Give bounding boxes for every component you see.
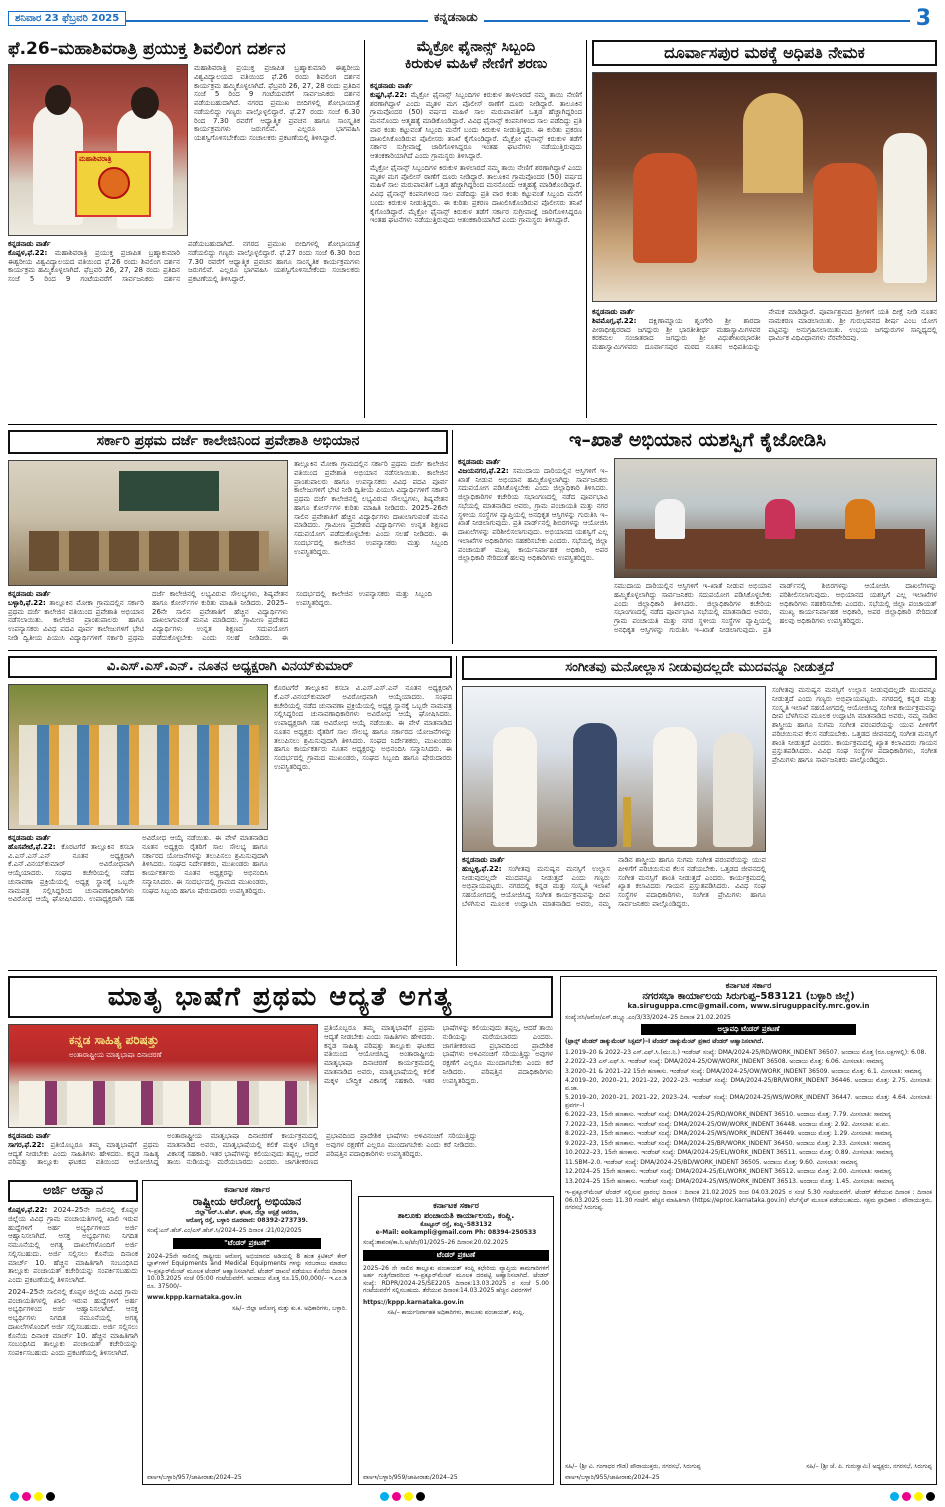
ad-title: ರಾಷ್ಟ್ರೀಯ ಆರೋಗ್ಯ ಅಭಿಯಾನ — [192, 1195, 302, 1208]
ad-nhm-tender — [142, 1180, 352, 1485]
reg-cyan — [380, 1492, 389, 1501]
byline: ಕನ್ನಡನಾಡು ವಾರ್ತೆ — [8, 240, 51, 248]
headline: ಫೆ.26–ಮಹಾಶಿವರಾತ್ರಿ ಪ್ರಯುಕ್ತ ಶಿವಲಿಂಗ ದರ್ಶನ — [8, 39, 286, 59]
registration-marks — [0, 1492, 945, 1504]
blackboard — [119, 471, 219, 511]
shrine-arch — [743, 93, 803, 193]
byline: ಕನ್ನಡನಾಡು ವಾರ್ತೆ — [458, 458, 501, 466]
column-rule — [456, 656, 457, 966]
story-matha — [592, 40, 937, 418]
ad-pill: ಟೆಂಡರ್ ಪ್ರಕಟಣೆ — [363, 1250, 549, 1261]
byline: ಕನ್ನಡನಾಡು ವಾರ್ತೆ — [8, 590, 51, 598]
reg-yellow — [34, 1492, 43, 1501]
ad-body: 2025–26 ನೇ ಸಾಲಿನ ತಾಲ್ಲೂಕು ಪಂಚಾಯತ್ ಕಂಪ್ಲಿ ಕಛೇರಿಯ ವ್ಯಾಪ್ತಿಯ ಕಾಮಗಾರಿಗಳಿಗೆ ಅರ್ಹ ಗುತ್ತಿಗೆದಾರರಿಂದ ಇ–ಪ್ರಕ್ಯೂರ್‌ಮೆಂಟ್ ಮೂಲಕ ದರಪಟ್ಟಿ ಆಹ್ವಾನಿಸಲಾಗಿದೆ. ಟೆಂಡರ್ ಸಂಖ್ಯೆ: RDPR/2024-25/SE2205 ದಿನಾಂಕ:13.03.2025 ರ ಸಂಜೆ 5.00 ಗಂಟೆಯವರೆಗೆ ಸಲ್ಲಿಸಬಹುದು. ತೆರೆಯುವ ದಿನಾಂಕ:14.03.2025 ಹೆಚ್ಚಿನ ವಿವರಗಳಿಗೆ — [363, 1264, 549, 1294]
headline: ಅರ್ಜಿ ಆಹ್ವಾನ — [42, 1183, 104, 1198]
body-text-continued: ಮಹಾಶಿವರಾತ್ರಿ ಪ್ರಯುಕ್ತ ಪ್ರಜಾಪಿತ ಬ್ರಹ್ಮಾಕುಮಾರಿ ಈಶ್ವರೀಯ ವಿಶ್ವವಿದ್ಯಾಲಯದ ವತಿಯಿಂದ ಫೆ.26 ರಂದು ಶಿವಲಿಂಗ ದರ್ಶನ ಕಾರ್ಯಕ್ರಮ ಹಮ್ಮಿಕೊಳ್ಳಲಾಗಿದೆ. ಫೆಬ್ರವರಿ 26, 27, 28 ರಂದು ಪ್ರತಿದಿನ ಸಂಜೆ 5 ರಿಂದ 9 ಗಂಟೆಯವರೆಗೆ ಸಾರ್ವಜನಿಕರು ದರ್ಶನ ಪಡೆಯಬಹುದಾಗಿದೆ. ನಗರದ ಪ್ರಮುಖ ಬೀದಿಗಳಲ್ಲಿ ಶೋಭಾಯಾತ್ರೆ ನಡೆಯಲಿದ್ದು ಗಣ್ಯರು ಪಾಲ್ಗೊಳ್ಳಲಿದ್ದಾರೆ. ಫೆ.27 ರಂದು ಸಂಜೆ 6.30 ರಿಂದ 7.30 ರವರೆಗೆ ಆಧ್ಯಾತ್ಮಿಕ ಪ್ರವಚನ ಹಾಗೂ ಸಾಂಸ್ಕೃತಿಕ ಕಾರ್ಯಕ್ರಮಗಳು ಜರುಗಲಿವೆ. ಎಲ್ಲರೂ ಭಾಗವಹಿಸಿ ಯಶಸ್ವಿಗೊಳಿಸಬೇಕೆಂದು ಸಂಚಾಲಕರು ಪ್ರಕಟಣೆಯಲ್ಲಿ ತಿಳಿಸಿದ್ದಾರೆ. — [8, 240, 360, 283]
notice-body — [8, 1206, 138, 1485]
dateline: ವಿಜಯನಗರ,ಫೆ.22: — [458, 466, 509, 475]
ad-title: ನಗರಸಭಾ ಕಾರ್ಯಾಲಯ ಸಿರುಗುಪ್ಪ–583121 (ಬಳ್ಳಾರಿ ಜಿಲ್ಲೆ) — [642, 991, 855, 1002]
headline-box — [8, 1180, 138, 1202]
ad-cmc-siruguppa — [560, 976, 937, 1485]
crowd — [19, 725, 259, 825]
dateline: ಕೊಪ್ಪಳ,ಫೆ.22: — [8, 248, 48, 257]
body-text-continued: ಸಮುದಾಯ ದಾರಿಯಲ್ಲಿನ ಆಸ್ತಿಗಳಿಗೆ ಇ–ಖಾತೆ ನೀಡುವ ಅಭಿಯಾನ ಹಮ್ಮಿಕೊಳ್ಳಲಾಗಿದ್ದು ಸಾರ್ವಜನಿಕರು ಸದುಪಯೋಗ ಪಡಿಸಿಕೊಳ್ಳಬೇಕು ಎಂದು ಜಿಲ್ಲಾಧಿಕಾರಿ ತಿಳಿಸಿದರು. ಜಿಲ್ಲಾಧಿಕಾರಿಗಳ ಕಚೇರಿಯ ಸಭಾಂಗಣದಲ್ಲಿ ನಡೆದ ಪೂರ್ವಭಾವಿ ಸಭೆಯಲ್ಲಿ ಮಾತನಾಡಿದ ಅವರು, ಗ್ರಾಮ ಪಂಚಾಯತಿ ಮತ್ತು ನಗರ ಸ್ಥಳೀಯ ಸಂಸ್ಥೆಗಳ ವ್ಯಾಪ್ತಿಯಲ್ಲಿ ಅನಧಿಕೃತ ಆಸ್ತಿಗಳನ್ನು ಗುರುತಿಸಿ ಇ–ಖಾತೆ ನೀಡಲಾಗುವುದು. ಪ್ರತಿ ವಾರ್ಡ್‌ನಲ್ಲಿ ಶಿಬಿರಗಳನ್ನು ಆಯೋಜಿಸಿ ದಾಖಲೆಗಳನ್ನು ಪರಿಶೀಲಿಸಲಾಗುವುದು. ಅಭಿಯಾನದ ಯಶಸ್ವಿಗೆ ಎಲ್ಲ ಇಲಾಖೆಗಳ ಅಧಿಕಾರಿಗಳು ಸಹಕರಿಸಬೇಕು ಎಂದರು. ಸಭೆಯಲ್ಲಿ ಜಿಲ್ಲಾ ಪಂಚಾಯತ್ ಮುಖ್ಯ ಕಾರ್ಯನಿರ್ವಾಹಕ ಅಧಿಕಾರಿ, ಅಪರ ಜಿಲ್ಲಾಧಿಕಾರಿ ಸೇರಿದಂತೆ ಹಲವು ಅಧಿಕಾರಿಗಳು ಉಪಸ್ಥಿತರಿದ್ದರು. — [614, 582, 937, 634]
body-text-continued: ಸಂಗೀತವು ಮನುಷ್ಯನ ಮನಸ್ಸಿಗೆ ಉಲ್ಲಾಸ ನೀಡುವುದಲ್ಲದೇ ಮುದವನ್ನೂ ನೀಡುತ್ತದೆ ಎಂದು ಗಣ್ಯರು ಅಭಿಪ್ರಾಯಪಟ್ಟರು. ನಗರದಲ್ಲಿ ಕನ್ನಡ ಮತ್ತು ಸಂಸ್ಕೃತಿ ಇಲಾಖೆ ಸಹಯೋಗದಲ್ಲಿ ಆಯೋಜಿಸಿದ್ದ ಸಂಗೀತ ಕಾರ್ಯಕ್ರಮವನ್ನು ದೀಪ ಬೆಳಗಿಸುವ ಮೂಲಕ ಉದ್ಘಾಟಿಸಿ ಮಾತನಾಡಿದ ಅವರು, ನಮ್ಮ ನಾಡಿನ ಶಾಸ್ತ್ರೀಯ ಹಾಗೂ ಸುಗಮ ಸಂಗೀತ ಪರಂಪರೆಯನ್ನು ಯುವ ಪೀಳಿಗೆಗೆ ಪರಿಚಯಿಸುವ ಕೆಲಸ ನಡೆಯಬೇಕು. ಒತ್ತಡದ ಜೀವನದಲ್ಲಿ ಸಂಗೀತ ಮನಸ್ಸಿಗೆ ಶಾಂತಿ ನೀಡುತ್ತದೆ ಎಂದರು. ಕಾರ್ಯಕ್ರಮದಲ್ಲಿ ಖ್ಯಾತ ಕಲಾವಿದರು ಗಾಯನ ಪ್ರಸ್ತುತಪಡಿಸಿದರು. ವಿವಿಧ ಸಂಘ ಸಂಸ್ಥೆಗಳ ಪದಾಧಿಕಾರಿಗಳು, ಸಂಗೀತ ಪ್ರೇಮಿಗಳು ಹಾಗೂ ಸಾರ್ವಜನಿಕರು ಪಾಲ್ಗೊಂಡಿದ್ದರು. — [462, 856, 766, 908]
dateline: ಕೊಪ್ಪಳ,ಫೆ.22: — [8, 1206, 48, 1214]
headline: ವಿ.ಎಸ್.ಎಸ್.ಎನ್. ನೂತನ ಅಧ್ಯಕ್ಷರಾಗಿ ವಿನಯ್‌ಕುಮಾರ್ — [106, 659, 354, 674]
guest-3 — [653, 727, 697, 847]
swami-left — [633, 153, 697, 263]
photo-shivaratri — [8, 64, 188, 236]
byline: ಕನ್ನಡನಾಡು ವಾರ್ತೆ — [462, 856, 505, 864]
tender-item: 2.2022–23 ಎಸ್.ಎಫ್.ಸಿ. ಇಂಡೆಂಟ್ ಸಂಖ್ಯೆ: DMA/2024-25/OW/WORK_INDENT 36508. ಅಂದಾಜು ಮೊತ್ತ: 6.06. ಮೀಸಲಾತಿ: ಸಾಮಾನ್ಯ — [565, 1058, 884, 1066]
ad-pill: ಅಲ್ಪಾವಧಿ ಟೆಂಡರ್ ಪ್ರಕಟಣೆ — [641, 1024, 856, 1035]
ad-web: https://kppp.karnataka.gov.in — [363, 1298, 464, 1306]
ad-sign: ಸಹಿ/– ಕಾರ್ಯನಿರ್ವಾಹಕ ಅಧಿಕಾರಿಗಳು, ತಾಲೂಕು ಪಂಚಾಯತ್, ಕಂಪ್ಲಿ. — [387, 1309, 525, 1316]
ad-address: ಆರೋಗ್ಯ ರಸ್ತೆ, ಬಳ್ಳಾರಿ ದೂರವಾಣಿ: 08392-273739. — [186, 1216, 308, 1224]
dateline: ಹೊಸಪೇಟೆ,ಫೆ.22: — [8, 842, 56, 851]
dateline: ಶಿವಮೊಗ್ಗ,ಫೆ.22: — [592, 316, 637, 325]
tender-item: 10.2022–23, 15ನೇ ಹಣಕಾಸು. ಇಂಡೆಂಟ್ ಸಂಖ್ಯೆ: DMA/2024-25/EL/WORK_INDENT 36511. ಅಂದಾಜು ಮೊತ್ತ: 0.89. ಮೀಸಲಾತಿ: ಸಾಮಾನ್ಯ — [565, 1149, 894, 1157]
story-microfinance — [370, 40, 582, 418]
story-column-bottom — [462, 856, 766, 966]
poster-medallion — [98, 167, 130, 199]
ad-code: ವಾಅಇ/ಬಳ್ಳಾರಿ/957/ಜಾಹೀರಾತು/2024–25 — [147, 1473, 242, 1481]
byline: ಕನ್ನಡನಾಡು ವಾರ್ತೆ — [8, 1132, 51, 1140]
headline-line2: ಕಿರುಕುಳ ಮಹಿಳೆ ನೇಣಿಗೆ ಶರಣು — [404, 56, 548, 73]
story-body — [592, 308, 937, 418]
body-text: ಪ್ರತಿಯೊಬ್ಬರೂ ತಮ್ಮ ಮಾತೃಭಾಷೆಗೆ ಪ್ರಥಮ ಆದ್ಯತೆ ನೀಡಬೇಕು ಎಂದು ಸಾಹಿತಿಗಳು ಹೇಳಿದರು. ಕನ್ನಡ ಸಾಹಿತ್ಯ ಪರಿಷತ್ತು ತಾಲ್ಲೂಕು ಘಟಕದ ವತಿಯಿಂದ ಆಯೋಜಿಸಿದ್ದ ಅಂತಾರಾಷ್ಟ್ರೀಯ ಮಾತೃಭಾಷಾ ದಿನಾಚರಣೆ ಕಾರ್ಯಕ್ರಮದಲ್ಲಿ ಮಾತನಾಡಿದ ಅವರು, ಮಾತೃಭಾಷೆಯಲ್ಲಿ ಕಲಿಕೆ ಮಕ್ಕಳ ಬೌದ್ಧಿಕ ವಿಕಾಸಕ್ಕೆ ಸಹಕಾರಿ. ಇತರ ಭಾಷೆಗಳನ್ನು ಕಲಿಯುವುದು ತಪ್ಪಲ್ಲ, ಆದರೆ ತಾಯಿ ನುಡಿಯನ್ನು ಮರೆಯಬಾರದು ಎಂದರು. ಜಾಗತೀಕರಣದ ಪ್ರಭಾವದಿಂದ ಪ್ರಾದೇಶಿಕ ಭಾಷೆಗಳು ಅಳಿವಿನಂಚಿಗೆ ಸರಿಯುತ್ತಿದ್ದು ಅವುಗಳ ರಕ್ಷಣೆಗೆ ಎಲ್ಲರೂ ಮುಂದಾಗಬೇಕು ಎಂದು ಕರೆ ನೀಡಿದರು. ಪರಿಷತ್ತಿನ ಪದಾಧಿಕಾರಿಗಳು ಉಪಸ್ಥಿತರಿದ್ದರು. — [324, 1024, 553, 1085]
photo-felicitation — [8, 684, 268, 830]
reg-magenta — [902, 1492, 911, 1501]
story-column-right — [772, 686, 937, 966]
row-rule — [8, 970, 937, 971]
ad-title: ತಾಲೂಕು ಪಂಚಾಯತಿ ಕಾರ್ಯಾಲಯ, ಕಂಪ್ಲಿ. — [397, 1211, 515, 1220]
poster-text: ಮಹಾಶಿವರಾತ್ರಿ — [79, 155, 112, 163]
guest-4 — [713, 733, 753, 847]
story-mother-tongue — [8, 976, 553, 1170]
tender-item: 1.2019–20 & 2022–23 ಎಸ್.ಎಫ್.ಸಿ.(ಮು.ನಿ.) ಇಂಡೆಂಟ್ ಸಂಖ್ಯೆ: DMA/2024-25/RD/WORK_INDENT 36507. ಅಂದಾಜು ಮೊತ್ತ (ರೂ.ಲಕ್ಷಗಳಲ್ಲಿ): 6.08. — [565, 1048, 927, 1056]
guest-1 — [493, 727, 537, 847]
masthead-date: ಶನಿವಾರ 23 ಫೆಬ್ರವರಿ 2025 — [8, 11, 126, 26]
headline: ದೂರ್ವಾಸಪುರ ಮಠಕ್ಕೆ ಅಧಿಪತಿ ನೇಮಕ — [664, 43, 865, 62]
ad-sign-right: ಸಹಿ/– (ಶ್ರೀ ಜೆ. ಪಿ. ಗುರುಸ್ವಾಮಿ) ಅಧ್ಯಕ್ಷರು, ನಗರಸಭೆ, ಸಿರುಗುಪ್ಪ — [806, 1462, 932, 1470]
ad-ref: ಸಂಖ್ಯೆ:ಎನ್.ಹೆಚ್.ಎಂ/ಎಸ್.ಹೆಚ್.ಸಿ/2024–25 ದಿನಾಂಕ :21/02/2025 — [147, 1227, 302, 1234]
story-music — [462, 656, 937, 966]
ad-address: ಕೊಟ್ಟೂರ್ ರಸ್ತೆ, ಕಂಪ್ಲಿ–583132 — [420, 1221, 492, 1228]
ad-code: ವಾಅಇ/ಬಳ್ಳಾರಿ/955/ಜಾಹೀರಾತು/2024–25 — [565, 1473, 660, 1481]
body-text-continued: ಮೈಕ್ರೋ ಫೈನಾನ್ಸ್ ಸಿಬ್ಬಂದಿಗಳ ಕಿರುಕುಳ ತಾಳಲಾರದೆ ನಮ್ಮ ತಾಯಿ ನೇಣಿಗೆ ಶರಣಾಗಿದ್ದಾಳೆ ಎಂದು ಮೃತಳ ಮಗ ಪೊಲೀಸ್ ಠಾಣೆಗೆ ದೂರು ನೀಡಿದ್ದಾರೆ. ತಾಲೂಕಿನ ಗ್ರಾಮವೊಂದರ (50) ವರ್ಷದ ಮಹಿಳೆ ಸಾಲ ಮರುಪಾವತಿಗೆ ಒತ್ತಡ ಹೆಚ್ಚಾಗಿದ್ದರಿಂದ ಮನನೊಂದು ಆತ್ಮಹತ್ಯೆ ಮಾಡಿಕೊಂಡಿದ್ದಾರೆ. ವಿವಿಧ ಫೈನಾನ್ಸ್ ಕಂಪನಿಗಳಿಂದ ಸಾಲ ಪಡೆದಿದ್ದು ಪ್ರತಿ ವಾರ ಕಂತು ಕಟ್ಟುವಂತೆ ಸಿಬ್ಬಂದಿ ಮನೆಗೆ ಬಂದು ಕಿರುಕುಳ ನೀಡುತ್ತಿದ್ದರು. ಈ ಕುರಿತು ಪ್ರಕರಣ ದಾಖಲಿಸಿಕೊಂಡಿರುವ ಪೊಲೀಸರು ತನಿಖೆ ಕೈಗೊಂಡಿದ್ದಾರೆ. ಮೈಕ್ರೋ ಫೈನಾನ್ಸ್ ಕಿರುಕುಳ ತಡೆಗೆ ಸರ್ಕಾರ ಸುಗ್ರೀವಾಜ್ಞೆ ಜಾರಿಗೊಳಿಸಿದ್ದರೂ ಇಂತಹ ಘಟನೆಗಳು ನಡೆಯುತ್ತಿರುವುದು ಆತಂಕಕಾರಿಯಾಗಿದೆ ಎಂದು ಗ್ರಾಮಸ್ಥರು ತಿಳಿಸಿದ್ದಾರೆ. — [370, 163, 582, 225]
dateline: ಬಳ್ಳಾರಿ,ಫೆ.22: — [8, 598, 46, 607]
column-rule — [452, 430, 453, 644]
ad-ref: ಸಂಖ್ಯೆ:ತಾಪಂಕ/ಕಾ.ನಿ.ಅ/ಟೆಂ/01/2025–26 ದಿನಾಂಕ:20.02.2025 — [363, 1239, 509, 1246]
row-rule — [8, 650, 937, 651]
banner-subtitle: ಅಂತಾರಾಷ್ಟ್ರೀಯ ಮಾತೃಭಾಷಾ ದಿನಾಚರಣೆ — [69, 1051, 162, 1059]
headline: ಮಾತೃ ಭಾಷೆಗೆ ಪ್ರಥಮ ಆದ್ಯತೆ ಅಗತ್ಯ — [107, 982, 454, 1012]
ad-contact: ka.siruguppa.cmc@gmail.com, www.siruguppacity.mrc.gov.in — [627, 1002, 870, 1010]
tender-item: 4.2019–20, 2020–21, 2021–22, 2022–23. ಇಂಡೆಂಟ್ ಸಂಖ್ಯೆ: DMA/2024-25/BR/WORK_INDENT 36446. ಅಂದಾಜು ಮೊತ್ತ: 2.75. ಮೀಸಲಾತಿ: ಪ.ಜಾ. — [565, 1077, 932, 1092]
byline: ಕನ್ನಡನಾಡು ವಾರ್ತೆ — [370, 82, 413, 90]
story-shivaratri — [8, 40, 360, 418]
ad-pill: "ಟೆಂಡರ್ ಪ್ರಕಟಣೆ" — [173, 1238, 321, 1249]
ad-code: ವಾಅಇ/ಬಳ್ಳಾರಿ/959/ಜಾಹೀರಾತು/2024–25 — [363, 1473, 458, 1481]
ad-body: 2024–25ನೇ ಸಾಲಿನಲ್ಲಿ ರಾಷ್ಟ್ರೀಯ ಆರೋಗ್ಯ ಅಭಿಯಾನದ ಅಡಿಯಲ್ಲಿ 8 ಹಂತ ಕ್ರಿಟಿಕಲ್ ಕೇರ್ ಬ್ಲಾಕ್‌ಗಳಿಗೆ Equipments and Medical Equipments ಗಳನ್ನು ಸರಬರಾಜು ಮಾಡಲು ಇ–ಪ್ರಕ್ಯೂರ್‌ಮೆಂಟ್ ಮೂಲಕ ಟೆಂಡರ್ ಆಹ್ವಾನಿಸಲಾಗಿದೆ. ಟೆಂಡರ್ ದಾಖಲೆ ಪಡೆಯಲು ಕೊನೆಯ ದಿನಾಂಕ 10.03.2025 ಸಂಜೆ 05:00 ಗಂಟೆಯವರೆಗೆ. ಅಂದಾಜು ಮೊತ್ತ ರೂ.15,00,000/– ಇ.ಎಂ.ಡಿ ರೂ. 37500/– — [147, 1252, 347, 1290]
ad-subtitle: ಜಿಲ್ಲಾ ಆರ್.ಸಿ.ಹೆಚ್. ಘಟಕ, ಜಿಲ್ಲಾ ಆಸ್ಪತ್ರೆ ಆವರಣ, — [195, 1209, 299, 1216]
ad-gov: ಕರ್ನಾಟಕ ಸರ್ಕಾರ — [224, 1185, 270, 1194]
byline: ಕನ್ನಡನಾಡು ವಾರ್ತೆ — [592, 308, 635, 316]
reg-yellow — [914, 1492, 923, 1501]
story-body — [370, 82, 582, 418]
body-text-continued: ಪ್ರತಿಯೊಬ್ಬರೂ ತಮ್ಮ ಮಾತೃಭಾಷೆಗೆ ಪ್ರಥಮ ಆದ್ಯತೆ ನೀಡಬೇಕು ಎಂದು ಸಾಹಿತಿಗಳು ಹೇಳಿದರು. ಕನ್ನಡ ಸಾಹಿತ್ಯ ಪರಿಷತ್ತು ತಾಲ್ಲೂಕು ಘಟಕದ ವತಿಯಿಂದ ಆಯೋಜಿಸಿದ್ದ ಅಂತಾರಾಷ್ಟ್ರೀಯ ಮಾತೃಭಾಷಾ ದಿನಾಚರಣೆ ಕಾರ್ಯಕ್ರಮದಲ್ಲಿ ಮಾತನಾಡಿದ ಅವರು, ಮಾತೃಭಾಷೆಯಲ್ಲಿ ಕಲಿಕೆ ಮಕ್ಕಳ ಬೌದ್ಧಿಕ ವಿಕಾಸಕ್ಕೆ ಸಹಕಾರಿ. ಇತರ ಭಾಷೆಗಳನ್ನು ಕಲಿಯುವುದು ತಪ್ಪಲ್ಲ, ಆದರೆ ತಾಯಿ ನುಡಿಯನ್ನು ಮರೆಯಬಾರದು ಎಂದರು. ಜಾಗತೀಕರಣದ ಪ್ರಭಾವದಿಂದ ಪ್ರಾದೇಶಿಕ ಭಾಷೆಗಳು ಅಳಿವಿನಂಚಿಗೆ ಸರಿಯುತ್ತಿದ್ದು ಅವುಗಳ ರಕ್ಷಣೆಗೆ ಎಲ್ಲರೂ ಮುಂದಾಗಬೇಕು ಎಂದು ಕರೆ ನೀಡಿದರು. ಪರಿಷತ್ತಿನ ಪದಾಧಿಕಾರಿಗಳು ಉಪಸ್ಥಿತರಿದ್ದರು. — [8, 1132, 477, 1167]
reg-yellow — [404, 1492, 413, 1501]
tender-item: 13.2024–25 15ನೇ ಹಣಕಾಸು. ಇಂಡೆಂಟ್ ಸಂಖ್ಯೆ: DMA/2024-25/WS/WORK_INDENT 36513. ಅಂದಾಜು ಮೊತ್ತ: 1.45. ಮೀಸಲಾತಿ: ಸಾಮಾನ್ಯ — [565, 1177, 894, 1185]
story-vssn — [8, 656, 452, 966]
headline-box — [8, 656, 452, 678]
official-2 — [765, 499, 795, 539]
tender-item: 11.SBM–2.0. ಇಂಡೆಂಟ್ ಸಂಖ್ಯೆ: DMA/2024-25/BD/WORK_INDENT 36505. ಅಂದಾಜು ಮೊತ್ತ: 9.60. ಮೀಸಲಾತಿ: ಸಾಮಾನ್ಯ — [565, 1158, 858, 1166]
reg-black — [416, 1492, 425, 1501]
photo-matha — [592, 72, 937, 302]
body-text: ಸಮುದಾಯ ದಾರಿಯಲ್ಲಿನ ಆಸ್ತಿಗಳಿಗೆ ಇ–ಖಾತೆ ನೀಡುವ ಅಭಿಯಾನ ಹಮ್ಮಿಕೊಳ್ಳಲಾಗಿದ್ದು ಸಾರ್ವಜನಿಕರು ಸದುಪಯೋಗ ಪಡಿಸಿಕೊಳ್ಳಬೇಕು ಎಂದು ಜಿಲ್ಲಾಧಿಕಾರಿ ತಿಳಿಸಿದರು. ಜಿಲ್ಲಾಧಿಕಾರಿಗಳ ಕಚೇರಿಯ ಸಭಾಂಗಣದಲ್ಲಿ ನಡೆದ ಪೂರ್ವಭಾವಿ ಸಭೆಯಲ್ಲಿ ಮಾತನಾಡಿದ ಅವರು, ಗ್ರಾಮ ಪಂಚಾಯತಿ ಮತ್ತು ನಗರ ಸ್ಥಳೀಯ ಸಂಸ್ಥೆಗಳ ವ್ಯಾಪ್ತಿಯಲ್ಲಿ ಅನಧಿಕೃತ ಆಸ್ತಿಗಳನ್ನು ಗುರುತಿಸಿ ಇ–ಖಾತೆ ನೀಡಲಾಗುವುದು. ಪ್ರತಿ ವಾರ್ಡ್‌ನಲ್ಲಿ ಶಿಬಿರಗಳನ್ನು ಆಯೋಜಿಸಿ ದಾಖಲೆಗಳನ್ನು ಪರಿಶೀಲಿಸಲಾಗುವುದು. ಅಭಿಯಾನದ ಯಶಸ್ವಿಗೆ ಎಲ್ಲ ಇಲಾಖೆಗಳ ಅಧಿಕಾರಿಗಳು ಸಹಕರಿಸಬೇಕು ಎಂದರು. ಸಭೆಯಲ್ಲಿ ಜಿಲ್ಲಾ ಪಂಚಾಯತ್ ಮುಖ್ಯ ಕಾರ್ಯನಿರ್ವಾಹಕ ಅಧಿಕಾರಿ, ಅಪರ ಜಿಲ್ಲಾಧಿಕಾರಿ ಸೇರಿದಂತೆ ಹಲವು ಅಧಿಕಾರಿಗಳು ಉಪಸ್ಥಿತರಿದ್ದರು. — [458, 466, 608, 563]
official-3 — [845, 499, 875, 539]
ad-intro: (ಟ್ರಾನ್ಸ್ ಟೆಂಡರ್ ಡಾಕ್ಯುಮೆಂಟ್ ಸಿಸ್ಟಮ್)–I ಟೆಂಡರ್ ಡಾಕ್ಯುಮೆಂಟ್ ಪ್ರಕಾರ ಟೆಂಡರ್ ಆಹ್ವಾನಿಸಲಾಗಿದೆ. — [565, 1038, 764, 1046]
headline: ಸರ್ಕಾರಿ ಪ್ರಥಮ ದರ್ಜೆ ಕಾಲೇಜಿನಿಂದ ಪ್ರವೇಶಾತಿ ಅಭಿಯಾನ — [96, 433, 360, 449]
masthead — [8, 6, 937, 32]
story-column-bottom — [8, 590, 432, 644]
reg-black — [926, 1492, 935, 1501]
tender-item: 8.2022–23, 15ನೇ ಹಣಕಾಸು. ಇಂಡೆಂಟ್ ಸಂಖ್ಯೆ: DMA/2024-25/WS/WORK_INDENT 36449. ಅಂದಾಜು ಮೊತ್ತ: 1.29. ಮೀಸಲಾತಿ: ಸಾಮಾನ್ಯ — [565, 1130, 893, 1138]
dateline: ಕುಷ್ಟಗಿ,ಫೆ.22: — [370, 90, 408, 99]
person-right-head — [131, 87, 159, 119]
photo-kasapa — [8, 1024, 318, 1128]
body-text: ತಾಲ್ಲೂಕಿನ ಮೋಕಾ ಗ್ರಾಮದಲ್ಲಿನ ಸರ್ಕಾರಿ ಪ್ರಥಮ ದರ್ಜೆ ಕಾಲೇಜಿನ ವತಿಯಿಂದ ಪ್ರವೇಶಾತಿ ಅಭಿಯಾನ ನಡೆಸಲಾಯಿತು. ಕಾಲೇಜಿನ ಪ್ರಾಂಶುಪಾಲರು ಹಾಗೂ ಉಪನ್ಯಾಸಕರು ವಿವಿಧ ಪದವಿ ಪೂರ್ವ ಕಾಲೇಜುಗಳಿಗೆ ಭೇಟಿ ನೀಡಿ ದ್ವಿತೀಯ ಪಿಯುಸಿ ವಿದ್ಯಾರ್ಥಿಗಳಿಗೆ ಸರ್ಕಾರಿ ಪ್ರಥಮ ದರ್ಜೆ ಕಾಲೇಜಿನಲ್ಲಿ ಲಭ್ಯವಿರುವ ಸೌಲಭ್ಯಗಳು, ಶಿಷ್ಯವೇತನ ಹಾಗೂ ಕೋರ್ಸ್‌ಗಳ ಕುರಿತು ಮಾಹಿತಿ ನೀಡಿದರು. 2025–26ನೇ ಸಾಲಿನ ಪ್ರವೇಶಾತಿಗೆ ಹೆಚ್ಚಿನ ವಿದ್ಯಾರ್ಥಿಗಳು ದಾಖಲಾಗುವಂತೆ ಮನವಿ ಮಾಡಿದರು. ಗ್ರಾಮೀಣ ಪ್ರದೇಶದ ವಿದ್ಯಾರ್ಥಿಗಳು ಉನ್ನತ ಶಿಕ್ಷಣದ ಸದುಪಯೋಗ ಪಡೆದುಕೊಳ್ಳಬೇಕು ಎಂದು ಸಲಹೆ ನೀಡಿದರು. ಈ ಸಂದರ್ಭದಲ್ಲಿ ಕಾಲೇಜಿನ ಉಪನ್ಯಾಸಕರು ಮತ್ತು ಸಿಬ್ಬಂದಿ ಉಪಸ್ಥಿತರಿದ್ದರು. — [294, 460, 448, 556]
headline-box — [8, 976, 553, 1018]
story-column-right — [194, 64, 360, 236]
body-text-continued: ತಾಲ್ಲೂಕಿನ ಮೋಕಾ ಗ್ರಾಮದಲ್ಲಿನ ಸರ್ಕಾರಿ ಪ್ರಥಮ ದರ್ಜೆ ಕಾಲೇಜಿನ ವತಿಯಿಂದ ಪ್ರವೇಶಾತಿ ಅಭಿಯಾನ ನಡೆಸಲಾಯಿತು. ಕಾಲೇಜಿನ ಪ್ರಾಂಶುಪಾಲರು ಹಾಗೂ ಉಪನ್ಯಾಸಕರು ವಿವಿಧ ಪದವಿ ಪೂರ್ವ ಕಾಲೇಜುಗಳಿಗೆ ಭೇಟಿ ನೀಡಿ ದ್ವಿತೀಯ ಪಿಯುಸಿ ವಿದ್ಯಾರ್ಥಿಗಳಿಗೆ ಸರ್ಕಾರಿ ಪ್ರಥಮ ದರ್ಜೆ ಕಾಲೇಜಿನಲ್ಲಿ ಲಭ್ಯವಿರುವ ಸೌಲಭ್ಯಗಳು, ಶಿಷ್ಯವೇತನ ಹಾಗೂ ಕೋರ್ಸ್‌ಗಳ ಕುರಿತು ಮಾಹಿತಿ ನೀಡಿದರು. 2025–26ನೇ ಸಾಲಿನ ಪ್ರವೇಶಾತಿಗೆ ಹೆಚ್ಚಿನ ವಿದ್ಯಾರ್ಥಿಗಳು ದಾಖಲಾಗುವಂತೆ ಮನವಿ ಮಾಡಿದರು. ಗ್ರಾಮೀಣ ಪ್ರದೇಶದ ವಿದ್ಯಾರ್ಥಿಗಳು ಉನ್ನತ ಶಿಕ್ಷಣದ ಸದುಪಯೋಗ ಪಡೆದುಕೊಳ್ಳಬೇಕು ಎಂದು ಸಲಹೆ ನೀಡಿದರು. ಈ ಸಂದರ್ಭದಲ್ಲಿ ಕಾಲೇಜಿನ ಉಪನ್ಯಾಸಕರು ಮತ್ತು ಸಿಬ್ಬಂದಿ ಉಪಸ್ಥಿತರಿದ್ದರು. — [8, 590, 432, 642]
seated-guests — [19, 1081, 309, 1125]
tender-item: 7.2022–23, 15ನೇ ಹಣಕಾಸು. ಇಂಡೆಂಟ್ ಸಂಖ್ಯೆ: DMA/2024-25/OW/WORK_INDENT 36448. ಅಂದಾಜು ಮೊತ್ತ: 2.92. ಮೀಸಲಾತಿ: ಪ.ಪಂ. — [565, 1120, 890, 1128]
body-text-continued: 2024–25ನೇ ಸಾಲಿನಲ್ಲಿ ಕೊಪ್ಪಳ ಜಿಲ್ಲೆಯ ವಿವಿಧ ಗ್ರಾಮ ಪಂಚಾಯತಿಗಳಲ್ಲಿ ಖಾಲಿ ಇರುವ ಹುದ್ದೆಗಳಿಗೆ ಅರ್ಹ ಅಭ್ಯರ್ಥಿಗಳಿಂದ ಅರ್ಜಿ ಆಹ್ವಾನಿಸಲಾಗಿದೆ. ಆಸಕ್ತ ಅಭ್ಯರ್ಥಿಗಳು ನಿಗದಿತ ನಮೂನೆಯಲ್ಲಿ ಅಗತ್ಯ ದಾಖಲೆಗಳೊಂದಿಗೆ ಅರ್ಜಿ ಸಲ್ಲಿಸಬಹುದು. ಅರ್ಜಿ ಸಲ್ಲಿಸಲು ಕೊನೆಯ ದಿನಾಂಕ ಮಾರ್ಚ್ 10. ಹೆಚ್ಚಿನ ಮಾಹಿತಿಗಾಗಿ ಸಂಬಂಧಿಸಿದ ತಾಲ್ಲೂಕು ಪಂಚಾಯತ್ ಕಚೇರಿಯನ್ನು ಸಂಪರ್ಕಿಸಬಹುದು ಎಂದು ಪ್ರಕಟಣೆಯಲ್ಲಿ ತಿಳಿಸಲಾಗಿದೆ. — [8, 1287, 138, 1357]
attendant — [883, 133, 927, 283]
ad-contact: e-Mail: eokampli@gmail.com Ph: 08394-250533 — [375, 1228, 537, 1236]
body-text: ಸಂಗೀತವು ಮನುಷ್ಯನ ಮನಸ್ಸಿಗೆ ಉಲ್ಲಾಸ ನೀಡುವುದಲ್ಲದೇ ಮುದವನ್ನೂ ನೀಡುತ್ತದೆ ಎಂದು ಗಣ್ಯರು ಅಭಿಪ್ರಾಯಪಟ್ಟರು. ನಗರದಲ್ಲಿ ಕನ್ನಡ ಮತ್ತು ಸಂಸ್ಕೃತಿ ಇಲಾಖೆ ಸಹಯೋಗದಲ್ಲಿ ಆಯೋಜಿಸಿದ್ದ ಸಂಗೀತ ಕಾರ್ಯಕ್ರಮವನ್ನು ದೀಪ ಬೆಳಗಿಸುವ ಮೂಲಕ ಉದ್ಘಾಟಿಸಿ ಮಾತನಾಡಿದ ಅವರು, ನಮ್ಮ ನಾಡಿನ ಶಾಸ್ತ್ರೀಯ ಹಾಗೂ ಸುಗಮ ಸಂಗೀತ ಪರಂಪರೆಯನ್ನು ಯುವ ಪೀಳಿಗೆಗೆ ಪರಿಚಯಿಸುವ ಕೆಲಸ ನಡೆಯಬೇಕು. ಒತ್ತಡದ ಜೀವನದಲ್ಲಿ ಸಂಗೀತ ಮನಸ್ಸಿಗೆ ಶಾಂತಿ ನೀಡುತ್ತದೆ ಎಂದರು. ಕಾರ್ಯಕ್ರಮದಲ್ಲಿ ಖ್ಯಾತ ಕಲಾವಿದರು ಗಾಯನ ಪ್ರಸ್ತುತಪಡಿಸಿದರು. ವಿವಿಧ ಸಂಘ ಸಂಸ್ಥೆಗಳ ಪದಾಧಿಕಾರಿಗಳು, ಸಂಗೀತ ಪ್ರೇಮಿಗಳು ಹಾಗೂ ಸಾರ್ವಜನಿಕರು ಪಾಲ್ಗೊಂಡಿದ್ದರು. — [772, 686, 937, 764]
tender-item-list — [565, 1049, 932, 1186]
body-text: 2024–25ನೇ ಸಾಲಿನಲ್ಲಿ ಕೊಪ್ಪಳ ಜಿಲ್ಲೆಯ ವಿವಿಧ ಗ್ರಾಮ ಪಂಚಾಯತಿಗಳಲ್ಲಿ ಖಾಲಿ ಇರುವ ಹುದ್ದೆಗಳಿಗೆ ಅರ್ಹ ಅಭ್ಯರ್ಥಿಗಳಿಂದ ಅರ್ಜಿ ಆಹ್ವಾನಿಸಲಾಗಿದೆ. ಆಸಕ್ತ ಅಭ್ಯರ್ಥಿಗಳು ನಿಗದಿತ ನಮೂನೆಯಲ್ಲಿ ಅಗತ್ಯ ದಾಖಲೆಗಳೊಂದಿಗೆ ಅರ್ಜಿ ಸಲ್ಲಿಸಬಹುದು. ಅರ್ಜಿ ಸಲ್ಲಿಸಲು ಕೊನೆಯ ದಿನಾಂಕ ಮಾರ್ಚ್ 10. ಹೆಚ್ಚಿನ ಮಾಹಿತಿಗಾಗಿ ಸಂಬಂಧಿಸಿದ ತಾಲ್ಲೂಕು ಪಂಚಾಯತ್ ಕಚೇರಿಯನ್ನು ಸಂಪರ್ಕಿಸಬಹುದು ಎಂದು ಪ್ರಕಟಣೆಯಲ್ಲಿ ತಿಳಿಸಲಾಗಿದೆ. — [8, 1206, 138, 1284]
body-text: ದಕ್ಷಿಣಾಮ್ನಾಯ ಶೃಂಗೇರಿ ಶ್ರೀ ಶಾರದಾ ಪೀಠಾಧೀಶ್ವರರಾದ ಜಗದ್ಗುರು ಶ್ರೀ ಭಾರತೀತೀರ್ಥ ಮಹಾಸ್ವಾಮಿಗಳವರ ಕರಕಮಲ ಸಂಜಾತರಾದ ಜಗದ್ಗುರು ಶ್ರೀ ವಿಧುಶೇಖರಭಾರತೀ ಮಹಾಸ್ವಾಮಿಗಳವರು ದೂರ್ವಾಸಪುರ ಮಠದ ನೂತನ ಅಧಿಪತಿಯನ್ನು ನೇಮಕ ಮಾಡಿದ್ದಾರೆ. ಪೂರ್ವಾಶ್ರಮದ ಶ್ರೀಗಳಿಗೆ ಯತಿ ದೀಕ್ಷೆ ನೀಡಿ ನೂತನ ನಾಮಕರಣ ಮಾಡಲಾಯಿತು. ಶ್ರೀ ಗುರುಭವನದ ಶೀರ್ಷ ಎಂಬ ಯೋಗ ಪಟ್ಟವನ್ನು ಅನುಗ್ರಹಿಸಲಾಯಿತು. ಉಭಯ ಜಗದ್ಗುರುಗಳ ಸಾನ್ನಿಧ್ಯದಲ್ಲಿ ಧಾರ್ಮಿಕ ವಿಧಿವಿಧಾನಗಳು ನೆರವೇರಿದವು. — [592, 308, 937, 351]
headline-box — [592, 40, 937, 66]
reg-cyan — [10, 1492, 19, 1501]
byline: ಕನ್ನಡನಾಡು ವಾರ್ತೆ — [8, 834, 51, 842]
body-text: ಕೊರಟಗೆರೆ ತಾಲ್ಲೂಕಿನ ಕಸಬಾ ವಿ.ಎಸ್.ಎಸ್.ಎನ್ ನೂತನ ಅಧ್ಯಕ್ಷರಾಗಿ ಕೆ.ಎನ್.ವಿನಯ್‌ಕುಮಾರ್ ಅವಿರೋಧವಾಗಿ ಆಯ್ಕೆಯಾದರು. ಸಂಘದ ಕಚೇರಿಯಲ್ಲಿ ನಡೆದ ಚುನಾವಣಾ ಪ್ರಕ್ರಿಯೆಯಲ್ಲಿ ಅಧ್ಯಕ್ಷ ಸ್ಥಾನಕ್ಕೆ ಒಬ್ಬರೇ ನಾಮಪತ್ರ ಸಲ್ಲಿಸಿದ್ದರಿಂದ ಚುನಾವಣಾಧಿಕಾರಿಗಳು ಅವಿರೋಧ ಆಯ್ಕೆ ಘೋಷಿಸಿದರು. ಉಪಾಧ್ಯಕ್ಷರಾಗಿ ಸಹ ಅವಿರೋಧ ಆಯ್ಕೆ ನಡೆಯಿತು. ಈ ವೇಳೆ ಮಾತನಾಡಿದ ನೂತನ ಅಧ್ಯಕ್ಷರು ರೈತರಿಗೆ ಸಾಲ ಸೌಲಭ್ಯ ಹಾಗೂ ಸರ್ಕಾರದ ಯೋಜನೆಗಳನ್ನು ತಲುಪಿಸಲು ಶ್ರಮಿಸುವುದಾಗಿ ತಿಳಿಸಿದರು. ಸಂಘದ ನಿರ್ದೇಶಕರು, ಮುಖಂಡರು ಹಾಗೂ ಕಾರ್ಯಕರ್ತರು ನೂತನ ಅಧ್ಯಕ್ಷರನ್ನು ಅಭಿನಂದಿಸಿ ಸನ್ಮಾನಿಸಿದರು. ಈ ಸಂದರ್ಭದಲ್ಲಿ ಗ್ರಾಮದ ಮುಖಂಡರು, ಸಂಘದ ಸಿಬ್ಬಂದಿ ಹಾಗೂ ಷೇರುದಾರರು ಉಪಸ್ಥಿತರಿದ್ದರು. — [274, 684, 452, 771]
story-column-bottom — [614, 582, 937, 644]
headline: ಇ–ಖಾತೆ ಅಭಿಯಾನ ಯಶಸ್ವಿಗೆ ಕೈಜೋಡಿಸಿ — [569, 429, 826, 451]
story-column-right — [294, 460, 448, 644]
ad-tp-kampli — [358, 1196, 554, 1485]
column-rule — [586, 40, 587, 418]
reg-magenta — [22, 1492, 31, 1501]
body-text: ಮೈಕ್ರೋ ಫೈನಾನ್ಸ್ ಸಿಬ್ಬಂದಿಗಳ ಕಿರುಕುಳ ತಾಳಲಾರದೆ ನಮ್ಮ ತಾಯಿ ನೇಣಿಗೆ ಶರಣಾಗಿದ್ದಾಳೆ ಎಂದು ಮೃತಳ ಮಗ ಪೊಲೀಸ್ ಠಾಣೆಗೆ ದೂರು ನೀಡಿದ್ದಾರೆ. ತಾಲೂಕಿನ ಗ್ರಾಮವೊಂದರ (50) ವರ್ಷದ ಮಹಿಳೆ ಸಾಲ ಮರುಪಾವತಿಗೆ ಒತ್ತಡ ಹೆಚ್ಚಾಗಿದ್ದರಿಂದ ಮನನೊಂದು ಆತ್ಮಹತ್ಯೆ ಮಾಡಿಕೊಂಡಿದ್ದಾರೆ. ವಿವಿಧ ಫೈನಾನ್ಸ್ ಕಂಪನಿಗಳಿಂದ ಸಾಲ ಪಡೆದಿದ್ದು ಪ್ರತಿ ವಾರ ಕಂತು ಕಟ್ಟುವಂತೆ ಸಿಬ್ಬಂದಿ ಮನೆಗೆ ಬಂದು ಕಿರುಕುಳ ನೀಡುತ್ತಿದ್ದರು. ಈ ಕುರಿತು ಪ್ರಕರಣ ದಾಖಲಿಸಿಕೊಂಡಿರುವ ಪೊಲೀಸರು ತನಿಖೆ ಕೈಗೊಂಡಿದ್ದಾರೆ. ಮೈಕ್ರೋ ಫೈನಾನ್ಸ್ ಕಿರುಕುಳ ತಡೆಗೆ ಸರ್ಕಾರ ಸುಗ್ರೀವಾಜ್ಞೆ ಜಾರಿಗೊಳಿಸಿದ್ದರೂ ಇಂತಹ ಘಟನೆಗಳು ನಡೆಯುತ್ತಿರುವುದು ಆತಂಕಕಾರಿಯಾಗಿದೆ ಎಂದು ಗ್ರಾಮಸ್ಥರು ತಿಳಿಸಿದ್ದಾರೆ. — [370, 90, 582, 160]
row-rule — [8, 424, 937, 425]
ad-footer: ಇ–ಪ್ರಕ್ಯೂರ್‌ಮೆಂಟ್ ಟೆಂಡರ್ ಸಲ್ಲಿಸುವ ಪ್ರಾರಂಭ ದಿನಾಂಕ : ದಿನಾಂಕ 21.02.2025 ರಿಂದ 04.03.2025 ರ ಸಂಜೆ 5.30 ಗಂಟೆಯವರೆಗೆ. ಟೆಂಡರ್ ತೆರೆಯುವ ದಿನಾಂಕ : ದಿನಾಂಕ 06.03.2025 ರಂದು 11.30 ಗಂಟೆಗೆ. ಹೆಚ್ಚಿನ ಮಾಹಿತಿಗಾಗಿ (https://eproc.karnataka.gov.in) ವೆಬ್‌ಸೈಟ್ ಮೂಲಕ ಪಡೆಯಬಹುದು. ಸಕ್ಷಮ ಪ್ರಾಧಿಕಾರ : ಪೌರಾಯುಕ್ತರು, ನಗರಸಭೆ ಸಿರುಗುಪ್ಪ. — [565, 1189, 932, 1212]
body-text: ಮಹಾಶಿವರಾತ್ರಿ ಪ್ರಯುಕ್ತ ಪ್ರಜಾಪಿತ ಬ್ರಹ್ಮಾಕುಮಾರಿ ಈಶ್ವರೀಯ ವಿಶ್ವವಿದ್ಯಾಲಯದ ವತಿಯಿಂದ ಫೆ.26 ರಂದು ಶಿವಲಿಂಗ ದರ್ಶನ ಕಾರ್ಯಕ್ರಮ ಹಮ್ಮಿಕೊಳ್ಳಲಾಗಿದೆ. ಫೆಬ್ರವರಿ 26, 27, 28 ರಂದು ಪ್ರತಿದಿನ ಸಂಜೆ 5 ರಿಂದ 9 ಗಂಟೆಯವರೆಗೆ ಸಾರ್ವಜನಿಕರು ದರ್ಶನ ಪಡೆಯಬಹುದಾಗಿದೆ. ನಗರದ ಪ್ರಮುಖ ಬೀದಿಗಳಲ್ಲಿ ಶೋಭಾಯಾತ್ರೆ ನಡೆಯಲಿದ್ದು ಗಣ್ಯರು ಪಾಲ್ಗೊಳ್ಳಲಿದ್ದಾರೆ. ಫೆ.27 ರಂದು ಸಂಜೆ 6.30 ರಿಂದ 7.30 ರವರೆಗೆ ಆಧ್ಯಾತ್ಮಿಕ ಪ್ರವಚನ ಹಾಗೂ ಸಾಂಸ್ಕೃತಿಕ ಕಾರ್ಯಕ್ರಮಗಳು ಜರುಗಲಿವೆ. ಎಲ್ಲರೂ ಭಾಗವಹಿಸಿ ಯಶಸ್ವಿಗೊಳಿಸಬೇಕೆಂದು ಸಂಚಾಲಕರು ಪ್ರಕಟಣೆಯಲ್ಲಿ ತಿಳಿಸಿದ್ದಾರೆ. — [194, 64, 360, 142]
headline-line1: ಮೈಕ್ರೋ ಫೈನಾನ್ಸ್ ಸಿಬ್ಬಂದಿ — [416, 39, 536, 55]
tender-item: 12.2024–25 15ನೇ ಹಣಕಾಸು. ಇಂಡೆಂಟ್ ಸಂಖ್ಯೆ: DMA/2024-25/EL/WORK_INDENT 36512. ಅಂದಾಜು ಮೊತ್ತ: 2.00. ಮೀಸಲಾತಿ: ಸಾಮಾನ್ಯ — [565, 1168, 892, 1176]
masthead-paper-name: ಕನ್ನಡನಾಡು — [428, 10, 484, 25]
tender-item: 6.2022–23, 15ನೇ ಹಣಕಾಸು. ಇಂಡೆಂಟ್ ಸಂಖ್ಯೆ: DMA/2024-25/RD/WORK_INDENT 36510. ಅಂದಾಜು ಮೊತ್ತ: 7.79. ಮೀಸಲಾತಿ: ಸಾಮಾನ್ಯ — [565, 1111, 892, 1119]
tender-item: 9.2022–23, 15ನೇ ಹಣಕಾಸು. ಇಂಡೆಂಟ್ ಸಂಖ್ಯೆ: DMA/2024-25/BR/WORK_INDENT 36450. ಅಂದಾಜು ಮೊತ್ತ: 2.33. ಮೀಸಲಾತಿ: ಸಾಮಾನ್ಯ — [565, 1139, 891, 1147]
guest-2 — [573, 723, 617, 847]
poster — [75, 151, 151, 217]
page-number: 3 — [910, 6, 937, 31]
photo-classroom — [8, 460, 288, 586]
ad-sign-left: ಸಹಿ/– (ಶ್ರೀ ವಿ. ಗಂಗಾಧರ ಗೌಡ) ಪೌರಾಯುಕ್ತರು, ನಗರಸಭೆ, ಸಿರುಗುಪ್ಪ — [565, 1462, 701, 1470]
ad-ref: ಸಂಖ್ಯೆ:ನಸಿ/ಆರೋ/ಎಸ್.ಡಬ್ಲ್ಯೂ.ಎಂ/3/33/2024–25 ದಿನಾಂಕ 21.02.2025 — [565, 1013, 731, 1021]
lamp — [623, 797, 631, 847]
story-column-left — [458, 458, 608, 644]
story-column-bottom — [8, 1132, 477, 1170]
dateline: ಸಾಗರ,ಫೆ.22: — [8, 1140, 45, 1149]
photo-meeting — [614, 458, 937, 578]
official-1 — [655, 499, 685, 539]
photo-lamp-lighting — [462, 686, 766, 852]
headline: ಸಂಗೀತವು ಮನೋಲ್ಲಾಸ ನೀಡುವುದಲ್ಲದೇ ಮುದವನ್ನೂ ನೀಡುತ್ತದೆ — [565, 660, 834, 675]
ad-sign: ಸಹಿ/– ಜಿಲ್ಲಾ ಆರೋಗ್ಯ ಮತ್ತು ಕು.ಕ. ಅಧಿಕಾರಿಗಳು, ಬಳ್ಳಾರಿ. — [232, 1304, 347, 1312]
body-text-continued: ಕೊರಟಗೆರೆ ತಾಲ್ಲೂಕಿನ ಕಸಬಾ ವಿ.ಎಸ್.ಎಸ್.ಎನ್ ನೂತನ ಅಧ್ಯಕ್ಷರಾಗಿ ಕೆ.ಎನ್.ವಿನಯ್‌ಕುಮಾರ್ ಅವಿರೋಧವಾಗಿ ಆಯ್ಕೆಯಾದರು. ಸಂಘದ ಕಚೇರಿಯಲ್ಲಿ ನಡೆದ ಚುನಾವಣಾ ಪ್ರಕ್ರಿಯೆಯಲ್ಲಿ ಅಧ್ಯಕ್ಷ ಸ್ಥಾನಕ್ಕೆ ಒಬ್ಬರೇ ನಾಮಪತ್ರ ಸಲ್ಲಿಸಿದ್ದರಿಂದ ಚುನಾವಣಾಧಿಕಾರಿಗಳು ಅವಿರೋಧ ಆಯ್ಕೆ ಘೋಷಿಸಿದರು. ಉಪಾಧ್ಯಕ್ಷರಾಗಿ ಸಹ ಅವಿರೋಧ ಆಯ್ಕೆ ನಡೆಯಿತು. ಈ ವೇಳೆ ಮಾತನಾಡಿದ ನೂತನ ಅಧ್ಯಕ್ಷರು ರೈತರಿಗೆ ಸಾಲ ಸೌಲಭ್ಯ ಹಾಗೂ ಸರ್ಕಾರದ ಯೋಜನೆಗಳನ್ನು ತಲುಪಿಸಲು ಶ್ರಮಿಸುವುದಾಗಿ ತಿಳಿಸಿದರು. ಸಂಘದ ನಿರ್ದೇಶಕರು, ಮುಖಂಡರು ಹಾಗೂ ಕಾರ್ಯಕರ್ತರು ನೂತನ ಅಧ್ಯಕ್ಷರನ್ನು ಅಭಿನಂದಿಸಿ ಸನ್ಮಾನಿಸಿದರು. ಈ ಸಂದರ್ಭದಲ್ಲಿ ಗ್ರಾಮದ ಮುಖಂಡರು, ಸಂಘದ ಸಿಬ್ಬಂದಿ ಹಾಗೂ ಷೇರುದಾರರು ಉಪಸ್ಥಿತರಿದ್ದರು. — [8, 834, 268, 904]
tender-item: 5.2019–20, 2020–21, 2021–22, 2023–24. ಇಂಡೆಂಟ್ ಸಂಖ್ಯೆ: DMA/2024-25/WS/WORK_INDENT 36447. ಅಂದಾಜು ಮೊತ್ತ: 4.64. ಮೀಸಲಾತಿ: ಪ್ರವರ್ಗ–I — [565, 1094, 932, 1109]
headline-box — [8, 430, 448, 454]
column-rule — [364, 40, 365, 418]
desks — [29, 531, 269, 571]
ad-gov: ಕರ್ನಾಟಕ ಸರ್ಕಾರ — [725, 981, 772, 990]
swami-right — [813, 163, 877, 273]
dateline: ಹುಬ್ಬಳ್ಳಿ,ಫೆ.22: — [462, 864, 502, 873]
story-college — [8, 430, 448, 644]
reg-black — [46, 1492, 55, 1501]
story-ekhata — [458, 430, 937, 644]
reg-magenta — [392, 1492, 401, 1501]
person-left-head — [45, 85, 71, 115]
tender-item: 3.2020–21 & 2021–22 15ನೇ ಹಣಕಾಸು. ಇಂಡೆಂಟ್ ಸಂಖ್ಯೆ: DMA/2024-25/OW/WORK_INDENT 36509. ಅಂದಾಜು ಮೊತ್ತ: 6.1. ಮೀಸಲಾತಿ: ಸಾಮಾನ್ಯ — [565, 1067, 922, 1075]
banner-title: ಕನ್ನಡ ಸಾಹಿತ್ಯ ಪರಿಷತ್ತು — [69, 1033, 159, 1047]
headline-box — [462, 656, 937, 680]
story-column-bottom — [8, 240, 360, 418]
ad-web: www.kppp.karnataka.gov.in — [147, 1294, 242, 1301]
story-column-bottom — [8, 834, 268, 966]
notice-application — [8, 1180, 138, 1485]
ad-gov: ಕರ್ನಾಟಕ ಸರ್ಕಾರ — [433, 1201, 479, 1210]
story-column-right — [274, 684, 452, 966]
reg-cyan — [890, 1492, 899, 1501]
